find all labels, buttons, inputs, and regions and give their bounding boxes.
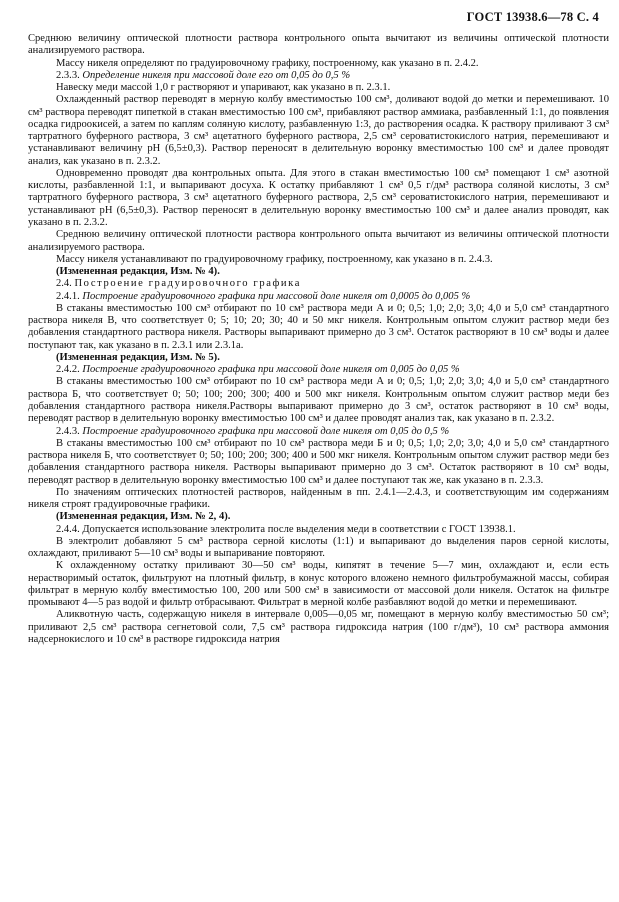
paragraph-text: Охлажденный раствор переводят в мерную колбу вместимостью 100 см³, доливают водой до метки и перемешивают. 10 см³ раствора переводят пипеткой в стакан вместимостью 100 см³, прибавляют раствор аммиака, разбавленный 1:1, до появления осадка гидроокисей, а затем по каплям соляную кислоту, разбавленную 1:3, до растворения осадка. К раствору приливают 3 см³ тартратного буферного раствора, 3 см³ ацетатного буферного раствора, 2,5 см³ сероватистокислого натрия, перемешивают и устанавливают величину pH (6,5±0,3). Раствор переносят в делительную воронку вместимостью 100 см³ и далее проводят анализ, как указано в п. 2.3.2. bbox=[28, 94, 609, 167]
paragraph bbox=[28, 364, 609, 376]
paragraph bbox=[28, 536, 609, 561]
page-header: ГОСТ 13938.6—78 С. 4 bbox=[466, 10, 599, 24]
paragraph-text: 2.4.3. bbox=[56, 425, 83, 437]
paragraph bbox=[28, 524, 609, 536]
section-heading-italic: Построение градуировочного графика при массовой доле никеля от 0,0005 до 0,005 % bbox=[82, 290, 471, 302]
paragraph-text: Среднюю величину оптической плотности раствора контрольного опыта вычитают из величины оптической плотности анализируемого раствора. bbox=[28, 33, 609, 57]
paragraph bbox=[28, 278, 609, 290]
paragraph bbox=[28, 291, 609, 303]
paragraph bbox=[28, 94, 609, 168]
paragraph bbox=[28, 487, 609, 512]
paragraph-text: В электролит добавляют 5 см³ раствора серной кислоты (1:1) и выпаривают до выделения паров серной кислоты, охлаждают, приливают 5—10 см³ воды и выпаривание повторяют. bbox=[28, 535, 609, 560]
paragraph-text: Одновременно проводят два контрольных опыта. Для этого в стакан вместимостью 100 см³ помещают 1 см³ азотной кислоты, разбавленной 1:1, и выпаривают досуха. К остатку прибавляют 1 см³ 0,5 г/дм³ раствора соляной кислоты, 3 см³ тартратного буферного раствора, 3 см³ ацетатного буферного раствора, 2,5 см³ сероватистокислого натрия, перемешивают и устанавливают pH (6,5±0,3). Раствор переносят в делительную воронку вместимостью 100 см³ и далее анализ проводят, как указано в п. 2.3.2. bbox=[28, 167, 609, 228]
section-heading-spaced: Построение градуировочного графика bbox=[74, 278, 302, 290]
paragraph bbox=[28, 254, 609, 266]
paragraph bbox=[28, 376, 609, 425]
paragraph-text: 2.3.3. bbox=[56, 69, 83, 81]
paragraph-text: Навеску меди массой 1,0 г растворяют и упаривают, как указано в п. 2.3.1. bbox=[56, 82, 391, 94]
paragraph bbox=[28, 303, 609, 352]
paragraph-text: В стаканы вместимостью 100 см³ отбирают по 10 см³ раствора меди Б и 0; 0,5; 1,0; 2,0; 3,0; 4,0 и 5,0 см³ стандартного раствора никеля Б, что соответствует 0; 50; 100; 200; 300; 400 и 500 мкг никеля. Контрольным опытом служит раствор меди без добавления стандартного раствора никеля. Растворы выпаривают примерно до 3 см³. Остаток растворяют в 10 см³ воды, переводят раствор в делительную воронку вместимостью 100 см³ и далее поступают так же, как указано в п. 2.3.3. bbox=[28, 437, 609, 486]
amendment-note: (Измененная редакция, Изм. № 5). bbox=[56, 351, 220, 363]
paragraph-text: В стаканы вместимостью 100 см³ отбирают по 10 см³ раствора меди А и 0; 0,5; 1,0; 2,0; 3,0; 4,0 и 5,0 см³ стандартного раствора Б, что соответствует 0; 50; 100; 200; 300; 400 и 500 мкг никеля. Контрольным опытом служит раствор меди без добавления стандартного раствора никеля.Растворы выпаривают примерно до 3 см³, остаток растворяют в 10 см³ воды, переводят раствор в делительную воронку вместимостью 100 см³ и далее проводят анализ так, как указано в п. 2.3.2. bbox=[28, 376, 609, 425]
paragraph-text: К охлажденному остатку приливают 30—50 см³ воды, кипятят в течение 5—7 мин, охлаждают и, если есть нерастворимый остаток, фильтруют на плотный фильтр, в конус которого вложено немного фильтробумажной массы, собирая фильтрат в мерную колбу вместимостью 100, 200 или 500 см³ в зависимости от массовой доли никеля. Остаток на фильтре промывают 4—5 раз водой и фильтр отбрасывают. Фильтрат в мерной колбе разбавляют водой до метки и перемешивают. bbox=[28, 560, 609, 609]
paragraph-text: Аликвотную часть, содержащую никеля в интервале 0,005—0,05 мг, помещают в мерную колбу вместимостью 50 см³; приливают 2,5 см³ раствора сегнетовой соли, 7,5 см³ раствора гидроксида натрия (100 г/дм³), 10 см³ раствора аммония надсернокислого и 10 см³ в растворе гидроксида натрия bbox=[28, 609, 609, 646]
paragraph bbox=[28, 229, 609, 254]
paragraph bbox=[28, 58, 609, 70]
paragraph bbox=[28, 352, 609, 364]
paragraph bbox=[28, 560, 609, 609]
paragraph bbox=[28, 82, 609, 94]
paragraph-text: Массу никеля определяют по градуировочному графику, построенному, как указано в п. 2.4.2. bbox=[56, 57, 479, 69]
amendment-note: (Измененная редакция, Изм. № 2, 4). bbox=[56, 511, 231, 523]
paragraph bbox=[28, 70, 609, 82]
paragraph-text: 2.4.4. Допускается использование электролита после выделения меди в соответствии с ГОСТ 13938.1. bbox=[56, 523, 516, 535]
paragraph bbox=[28, 266, 609, 278]
paragraph-text: По значениям оптических плотностей растворов, найденным в пп. 2.4.1—2.4.3, и соответствующим им содержаниям никеля строят градуировочные графики. bbox=[28, 486, 609, 511]
amendment-note: (Измененная редакция, Изм. № 4). bbox=[56, 266, 220, 278]
paragraph-text: В стаканы вместимостью 100 см³ отбирают по 10 см³ раствора меди А и 0; 0,5; 1,0; 2,0; 3,0; 4,0 и 5,0 см³ стандартного раствора никеля В, что соответствует 0; 5; 10; 20; 30; 40 и 50 мкг никеля. Контрольным опытом служит раствор меди без добавления стандартного раствора никеля. Растворы выпаривают примерно до 3 см³. Остаток растворяют в 10 см³ воды и далее поступают так, как указано в п. 2.3.1 или 2.3.1а. bbox=[28, 302, 609, 351]
paragraph-text: Среднюю величину оптической плотности раствора контрольного опыта вычитают из величины оптической плотности анализируемого раствора. bbox=[28, 229, 609, 253]
paragraph bbox=[28, 438, 609, 487]
paragraph bbox=[28, 168, 609, 229]
section-heading-italic: Построение градуировочного графика при массовой доле никеля от 0,05 до 0,5 % bbox=[82, 425, 450, 437]
paragraph bbox=[28, 609, 609, 646]
paragraph bbox=[28, 33, 609, 58]
paragraph bbox=[28, 426, 609, 438]
document-body bbox=[28, 33, 609, 646]
paragraph-text: 2.4.2. bbox=[56, 364, 83, 376]
paragraph-text: Массу никеля устанавливают по градуировочному графику, построенному, как указано в п. 2.4.3. bbox=[56, 253, 493, 265]
section-heading-italic: Построение градуировочного графика при массовой доле никеля от 0,005 до 0,05 % bbox=[82, 364, 460, 376]
paragraph-text: 2.4. bbox=[56, 278, 75, 290]
paragraph-text: 2.4.1. bbox=[56, 290, 83, 302]
paragraph bbox=[28, 511, 609, 523]
section-heading-italic: Определение никеля при массовой доле его от 0,05 до 0,5 % bbox=[82, 69, 351, 81]
